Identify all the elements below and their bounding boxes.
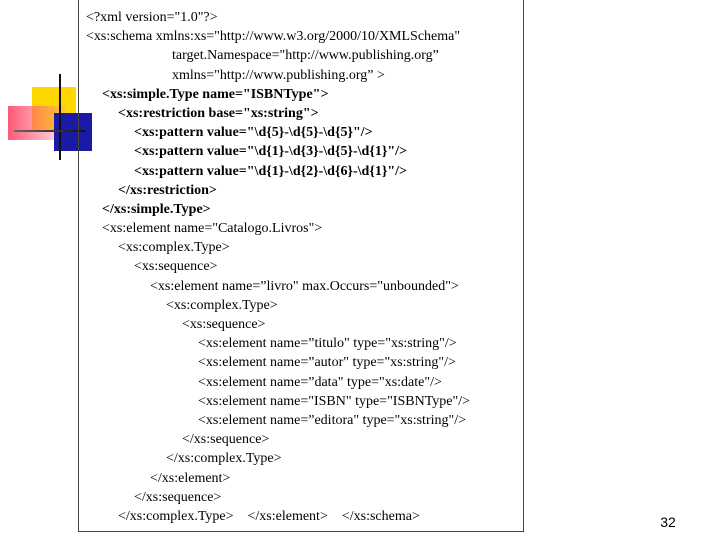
code-line: <xs:element name=”editora" type="xs:string"/> xyxy=(198,412,466,428)
code-line: <xs:complex.Type> xyxy=(166,297,278,313)
code-line: <xs:element name="ISBN" type="ISBNType"/> xyxy=(198,393,470,409)
decor-vertical-line xyxy=(59,74,61,160)
code-line: <xs:element name="Catalogo.Livros"> xyxy=(102,221,323,237)
code-line: xmlns="http://www.publishing.org” > xyxy=(172,67,385,83)
code-line: <xs:sequence> xyxy=(134,259,218,275)
xml-code-listing xyxy=(86,8,470,526)
code-line: <xs:element name=”data" type="xs:date"/> xyxy=(198,374,442,390)
code-line: </xs:simple.Type> xyxy=(102,201,211,217)
code-line: <xs:schema xmlns:xs="http://www.w3.org/2000/10/XMLSchema" xyxy=(86,29,461,45)
code-line: <xs:sequence> xyxy=(182,317,266,332)
code-line: <xs:restriction base="xs:string"> xyxy=(118,105,319,121)
code-line: <?xml version="1.0"?> xyxy=(86,10,218,25)
code-line: </xs:restriction> xyxy=(118,182,217,198)
code-line: <xs:element name=”titulo" type="xs:string"/> xyxy=(198,336,457,352)
page-number: 32 xyxy=(660,514,676,530)
code-line: <xs:element name=”autor" type="xs:string"/> xyxy=(198,355,456,371)
code-line: </xs:sequence> xyxy=(134,489,222,505)
code-line: </xs:complex.Type> </xs:element> </xs:schema> xyxy=(118,508,420,524)
decor-horizontal-line xyxy=(14,130,86,132)
code-line: <xs:complex.Type> xyxy=(118,240,230,256)
code-line: </xs:complex.Type> xyxy=(166,451,282,467)
code-line: <xs:pattern value="\d{1}-\d{2}-\d{6}-\d{1}"/> xyxy=(134,163,408,179)
code-line: <xs:pattern value="\d{1}-\d{3}-\d{5}-\d{1}"/> xyxy=(134,144,408,160)
code-line: <xs:simple.Type name="ISBNType"> xyxy=(102,86,329,102)
code-line: </xs:sequence> xyxy=(182,432,270,448)
code-line: </xs:element> xyxy=(150,470,231,486)
code-line: <xs:pattern value="\d{5}-\d{5}-\d{5}"/> xyxy=(134,125,373,141)
code-line: target.Namespace="http://www.publishing.org” xyxy=(172,48,439,64)
code-line: <xs:element name=”livro" max.Occurs="unbounded"> xyxy=(150,278,459,294)
